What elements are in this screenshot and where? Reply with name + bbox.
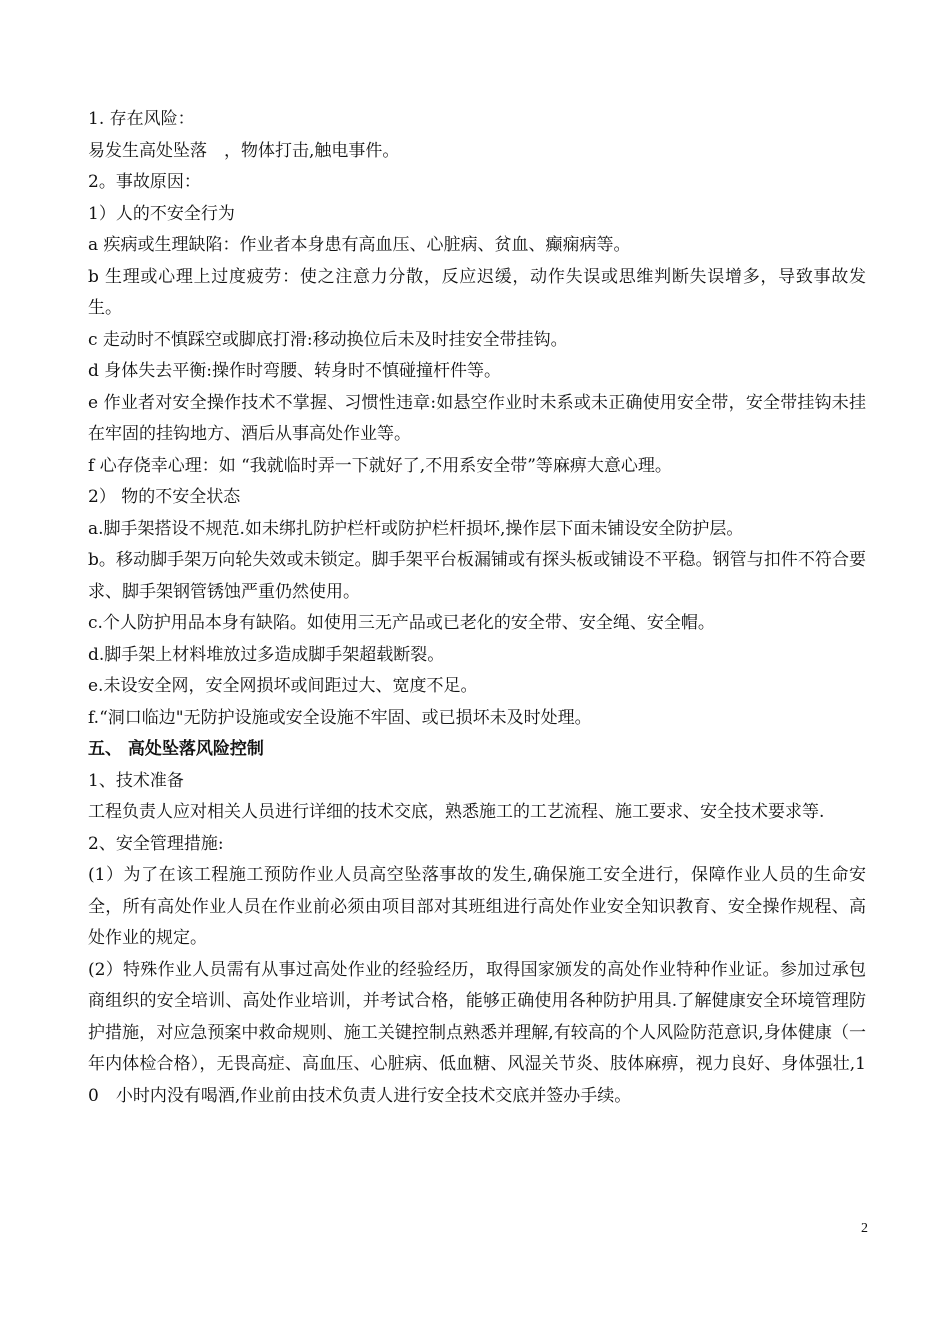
section-item-existing-risk: 1. 存在风险： [88, 109, 195, 129]
cause-item-d: d 身体失去平衡:操作时弯腰、转身时不慎碰撞杆件等。 [88, 361, 502, 381]
technical-preparation-text: 工程负责人应对相关人员进行详细的技术交底，熟悉施工的工艺流程、施工要求、安全技术要求等. [88, 802, 825, 822]
subsection-unsafe-behavior: 1）人的不安全行为 [88, 203, 235, 224]
cause-item-f: f 心存侥幸心理：如 “我就临时弄一下就好了,不用系安全带”等麻痹大意心理。 [88, 455, 672, 476]
document-body [88, 104, 866, 1112]
subsection-safety-management: 2、安全管理措施: [88, 833, 224, 854]
state-item-f: f.“洞口临边"无防护设施或安全设施不牢固、或已损坏未及时处理。 [88, 707, 592, 728]
cause-item-a: a 疾病或生理缺陷：作业者本身患有高血压、心脏病、贫血、癫痫病等。 [88, 235, 631, 255]
measure-item-1: (1）为了在该工程施工预防作业人员高空坠落事故的发生,确保施工安全进行，保障作业人员的生命安全，所有高处作业人员在作业前必须由项目部对其班组进行高处作业安全知识教育、安全操作规程、高处作业的规定。 [88, 865, 866, 948]
cause-item-e: e 作业者对安全操作技术不掌握、习惯性违章:如悬空作业时未系或未正确使用安全带，安全带挂钩未挂在牢固的挂钩地方、酒后从事高处作业等。 [88, 392, 866, 444]
state-item-e: e.未设安全网，安全网损坏或间距过大、宽度不足。 [88, 676, 478, 696]
cause-item-c: c 走动时不慎踩空或脚底打滑:移动换位后未及时挂安全带挂钩。 [88, 329, 568, 350]
section-heading-fall-risk-control: 五、 高处坠落风险控制 [88, 739, 264, 759]
subsection-unsafe-state: 2） 物的不安全状态 [88, 487, 241, 507]
state-item-c: c.个人防护用品本身有缺陷。如使用三无产品或已老化的安全带、安全绳、安全帽。 [88, 613, 715, 633]
section-item-accident-causes: 2。事故原因： [88, 172, 201, 192]
state-item-d: d.脚手架上材料堆放过多造成脚手架超载断裂。 [88, 644, 445, 665]
risk-description: 易发生高处坠落 ，物体打击,触电事件。 [88, 140, 400, 161]
measure-item-2: (2）特殊作业人员需有从事过高处作业的经验经历，取得国家颁发的高处作业特种作业证。参加过承包商组织的安全培训、高处作业培训，并考试合格，能够正确使用各种防护用具.了解健康安全环境管理防护措施，对应急预案中救命规则、施工关键控制点熟悉并理解,有较高的个人风险防范意识,身体健康（一年内体检合格），无畏高症、高血压、心脏病、低血糖、风湿关节炎、肢体麻痹，视力良好、身体强壮,10 小时内没有喝酒,作业前由技术负责人进行安全技术交底并签办手续。 [88, 959, 866, 1106]
state-item-b: b。移动脚手架万向轮失效或未锁定。脚手架平台板漏铺或有探头板或铺设不平稳。钢管与扣件不符合要求、脚手架钢管锈蚀严重仍然使用。 [88, 550, 866, 602]
subsection-technical-preparation: 1、技术准备 [88, 770, 184, 791]
page-number: 2 [861, 1221, 868, 1236]
cause-item-b: b 生理或心理上过度疲劳：使之注意力分散，反应迟缓，动作失误或思维判断失误增多，导致事故发生。 [88, 266, 866, 318]
state-item-a: a.脚手架搭设不规范.如未绑扎防护栏杆或防护栏杆损坏,操作层下面未铺设安全防护层。 [88, 518, 744, 539]
